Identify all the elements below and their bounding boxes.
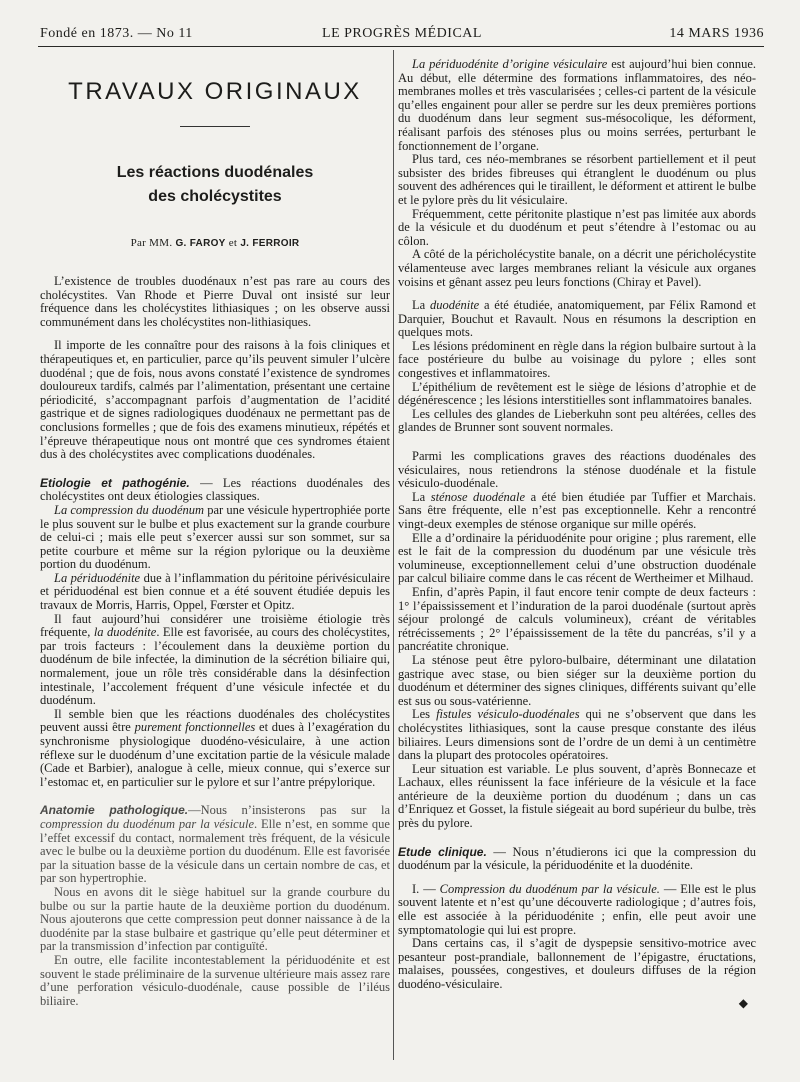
paragraph: La sténose duodénale a été bien étudiée par Tuffier et Marchais. Sans être fréquente, elle n’est pas exceptionnelle. Kehr a rencontré vingt-deux exemples de sténose organique sur mille opérés. xyxy=(398,489,756,531)
paragraph: L’existence de troubles duodénaux n’est pas rare au cours des cholécystites. Van Rhode et Pierre Duval ont insisté sur leur fréquence dans les cholécystites lithiasiques ; on les observe aussi communément dans les cholécystites non-lithiasiques. xyxy=(40,274,390,329)
paragraph: Enfin, d’après Papin, il faut encore tenir compte de deux facteurs : 1° l’épaississement et l’induration de la paroi duodénale (surtout après séjour prolongé de calculs volumineux), créant de véritables rétrécissements ; 2° l’épaississement de la tête du pancréas, s’il y a pancréatite chronique. xyxy=(398,584,756,654)
article-title-line-2: des cholécystites xyxy=(148,188,282,205)
paragraph: La sténose peut être pyloro-bulbaire, déterminant une dilatation gastrique avec stase, ou bien siéger sur la deuxième portion du duodénum et déterminer des signes cliniques, différents suivant qu’elle est sus ou sous-vatérienne. xyxy=(398,652,756,708)
paragraph: Nous en avons dit le siège habituel sur la grande courbure du bulbe ou sur la partie haute de la deuxième portion du duodénum. Nous ajouterons que cette compression peut donner naissance à de la duodénite par la stase bulbaire et gastrique qu’elle peut déterminer et par la transmission d’infection par contiguïté. xyxy=(40,884,390,954)
paragraph: Plus tard, ces néo-membranes se résorbent partiellement et il peut subsister des brides fibreuses qui étranglent le duodénum ou plus souvent des adhérences qui le tiraillent, le déforment et attirent le bulbe et le pylore près du lit vésiculaire. xyxy=(398,152,756,207)
paragraph: La périduodénite due à l’inflammation du péritoine périvésiculaire et périduodénal est bien connue et a été souvent étudiée depuis les travaux de Morris, Harris, Oppel, Fœrster et Opitz. xyxy=(40,570,390,613)
paragraph: Les cellules des glandes de Lieberkuhn sont peu altérées, celles des glandes de Brunner sont souvent normales. xyxy=(398,406,756,435)
paragraph: L’épithélium de revêtement est le siège de lésions d’atrophie et de dégénérescence ; les lésions interstitielles sont inflammatoires banales. xyxy=(398,379,756,408)
subhead-etiologie: Etiologie et pathogénie. xyxy=(40,475,190,490)
section-title: TRAVAUX ORIGINAUX xyxy=(68,78,362,105)
paragraph-anatomie: Anatomie pathologique.—Nous n’insisterons pas sur la compression du duodénum par la vésicule. Elle n’est, en somme que l’effet excessif du contact, normalement très fréquent, de la vésicule avec le bulbe ou la deuxième portion du duodénum. Elle est favorisée par la situation basse de la vésicule dans un certain nombre de cas, et par son hypertrophie. xyxy=(40,803,390,886)
header-date: 14 MARS 1936 xyxy=(669,26,764,41)
running-header xyxy=(40,26,764,46)
paragraph: Il importe de les connaître pour des raisons à la fois cliniques et thérapeutiques et, en particulier, parce qu’ils peuvent simuler l’ulcère duodénal ; que de fois, nous avons constaté l’existence de syndromes douloureux tardifs, calmés par l’alimentation, présentant une certaine périodicité, s’accompagnant parfois d’augmentation de l’acidité gastrique et de signes radiologiques duodénaux ne permettant pas de conclusions formelles ; que de fois des examens minutieux, répétés et l’épreuve thérapeutique nous ont montré que ces syndromes étaient dus à des cholécystites avec complications duodénales. xyxy=(40,338,390,462)
paragraph: Il semble bien que les réactions duodénales des cholécystites peuvent aussi être purement fonctionnelles et dues à l’exagération du synchronisme physiologique duodéno-vésiculaire, à une action réflexe sur le duodénum d’une excitation partie de la vésicule malade (Cade et Barbier), analogue à celle, mieux connue, qui s’exerce sur l’estomac et, en particulier sur le pylore et sur l’antre prépylorique. xyxy=(40,706,390,789)
end-diamond-icon: ◆ xyxy=(738,995,748,1010)
title-rule xyxy=(180,126,250,127)
header-rule xyxy=(38,46,764,47)
paragraph: Il faut aujourd’hui considérer une troisième étiologie très fréquente, la duodénite. Elle est favorisée, au cours des cholécystites, par trois facteurs : l’écoulement dans la deuxième portion du duodénum de bile infectée, la diminution de la sécrétion biliaire qui, normalement, joue un rôle très considérable dans la désinfection intestinale, l’accolement fréquent d’une vésicule infectée et du duodénum. xyxy=(40,611,390,708)
paragraph: I. — Compression du duodénum par la vésicule. — Elle est le plus souvent latente et n’est qu’une découverte radiologique ; d’autres fois, elle est associée à la périduodénite ; enfin, elle peut avoir une symptomatologie qui lui est propre. xyxy=(398,881,756,937)
paragraph: La périduodénite d’origine vésiculaire est aujourd’hui bien connue. Au début, elle détermine des formations inflammatoires, des néo-membranes molles et très vascularisées ; celles-ci partent de la vésicule qu’elles engainent pour aller se perdre sur les deux premières portions du duodénum dans leur segment sus-mésocolique, les déforment, réalisant parfois des sténoses plus ou moins serrées, perturbant le fonctionnement de l’organe. xyxy=(398,57,756,153)
left-column xyxy=(40,56,390,1008)
paragraph: La compression du duodénum par une vésicule hypertrophiée porte le plus souvent sur le bulbe et plus exactement sur la grande courbure de celui-ci ; mais elle peut s’exercer aussi sur son sommet, sur sa petite courbure et même sur la région pylorique ou la deuxième portion du duodénum. xyxy=(40,502,390,572)
paragraph: Les lésions prédominent en règle dans la région bulbaire surtout à la face postérieure du bulbe au voisinage du pylore ; elles sont congestives et inflammatoires. xyxy=(398,338,756,381)
paragraph: Parmi les complications graves des réactions duodénales des vésiculaires, nous retiendrons la sténose duodénale et la fistule vésiculo-duodénale. xyxy=(398,449,756,491)
column-divider xyxy=(393,50,394,1060)
author-2: J. FERROIR xyxy=(240,238,300,249)
paragraph-etiologie: Etiologie et pathogénie. — Les réactions duodénales des cholécystites ont deux étiologies classiques. xyxy=(40,475,390,504)
paragraph: Les fistules vésiculo-duodénales qui ne s’observent que dans les cholécystites lithiasiques, sont la cause presque constante des iléus biliaires. Leurs dimensions sont de l’ordre de un demi à un centimètre dans la plupart des protocoles opératoires. xyxy=(398,707,756,763)
header-journal-title: LE PROGRÈS MÉDICAL xyxy=(322,26,482,41)
paragraph: Dans certains cas, il s’agit de dyspepsie sensitivo-motrice avec pesanteur post-prandiale, ballonnement de l’épigastre, éructations, malaises, poussées, congestives, et douleurs diffuses de la région duodéno-vésiculaire. xyxy=(398,936,756,991)
byline-prefix: Par MM. xyxy=(130,237,173,249)
paragraph: La duodénite a été étudiée, anatomiquement, par Félix Ramond et Darquier, Bouchut et Ravault. Nous en résumons la description en quelques mots. xyxy=(398,298,756,340)
author-1: G. FAROY xyxy=(175,238,226,249)
paragraph: Leur situation est variable. Le plus souvent, d’après Bonnecaze et Lachaux, elles réunissent la face inférieure de la vésicule et la face antérieure de la deuxième portion du duodénum ; dans un cas d’Enriquez et Gosset, la fistule siégeait au bord supérieur du bulbe, très près du pylore. xyxy=(398,761,756,831)
byline-mid: et xyxy=(228,237,238,249)
article-title-line-1: Les réactions duodénales xyxy=(116,164,314,181)
paragraph: A côté de la péricholécystite banale, on a décrit une péricholécystite vélamenteuse avec larges membranes reliant la vésicule aux organes voisins et gênant assez peu leurs fonctions (Chiray et Pavel). xyxy=(398,247,756,289)
subhead-clinique: Etude clinique. xyxy=(398,844,487,859)
paragraph: En outre, elle facilite incontestablement la périduodénite et est souvent le stade préliminaire de la survenue ultérieure mais assez rare d’une perforation vésiculo-duodénale, cause possible de l’iléus biliaire. xyxy=(40,952,390,1008)
header-founded: Fondé en 1873. — No 11 xyxy=(40,26,193,41)
paragraph-clinique: Etude clinique. — Nous n’étudierons ici que la compression du duodénum par la vésicule, la périduodénite et la duodénite. xyxy=(398,844,757,873)
article-title xyxy=(40,161,390,209)
paragraph: Fréquemment, cette péritonite plastique n’est pas limitée aux abords de la vésicule et du duodénum et peut s’étendre à l’estomac ou au côlon. xyxy=(398,206,756,248)
byline xyxy=(40,237,390,249)
paragraph: Elle a d’ordinaire la périduodénite pour origine ; plus rarement, elle est le fait de la compression du duodénum par une vésicule très volumineuse, exceptionnellement celui d’une obstruction duodénale par calcul biliaire comme dans le cas récent de Wertheimer et Milhaud. xyxy=(398,530,756,586)
right-column xyxy=(398,58,756,1011)
subhead-anatomie: Anatomie pathologique. xyxy=(40,803,189,818)
